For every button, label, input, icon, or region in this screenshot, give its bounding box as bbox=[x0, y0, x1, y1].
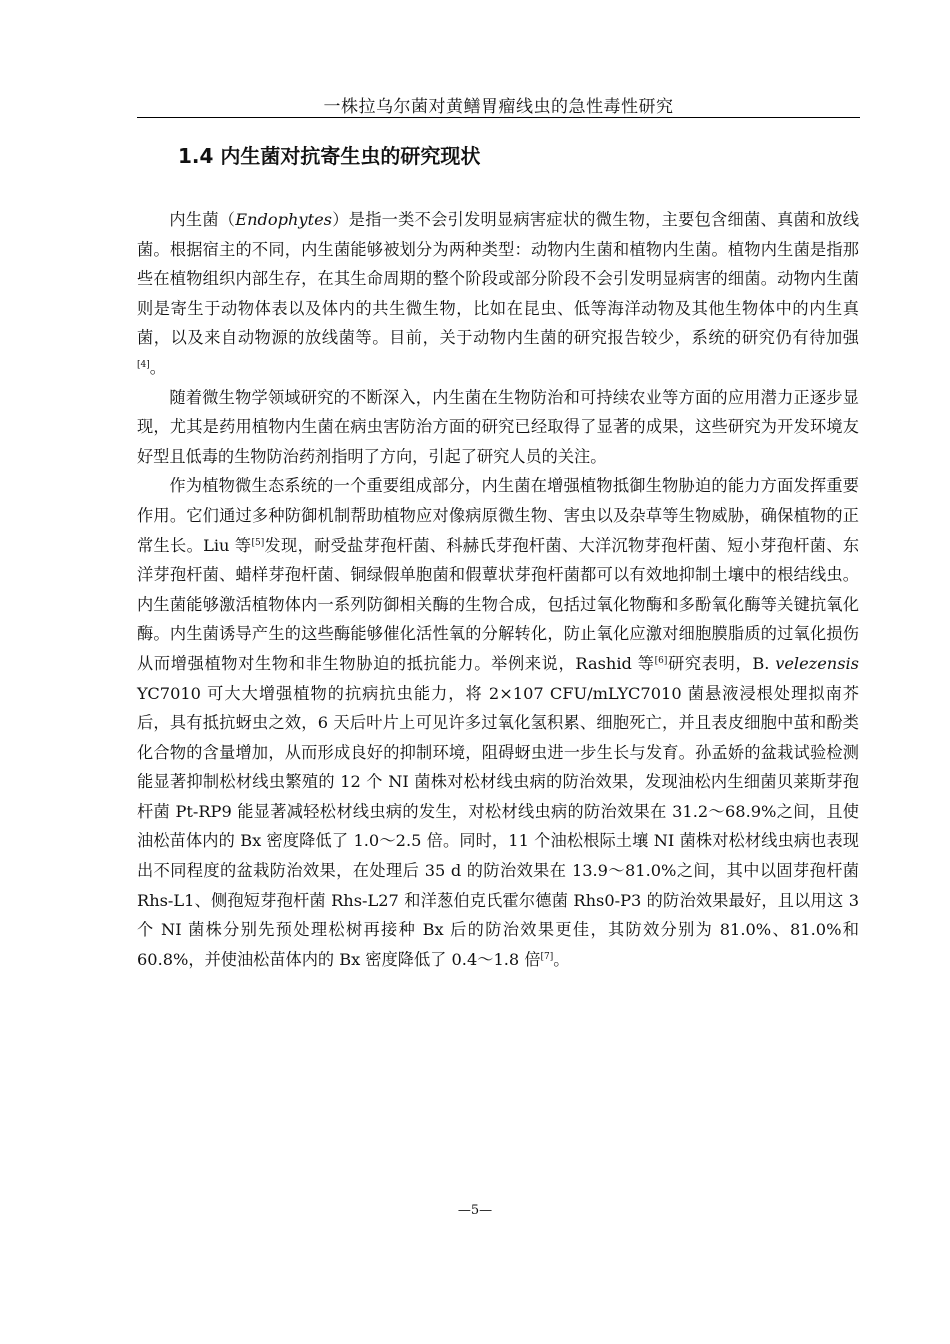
section-heading: 1.4 内生菌对抗寄生虫的研究现状 bbox=[178, 144, 481, 168]
citation-7: [7] bbox=[540, 951, 554, 962]
running-header: 一株拉乌尔菌对黄鳝胃瘤线虫的急性毒性研究 bbox=[323, 97, 674, 117]
paragraph-3-text-b: 发现，耐受盐芽孢杆菌、科赫氏芽孢杆菌、大洋沉物芽孢杆菌、短小芽孢杆菌、东洋芽孢杆菌、蜡样芽孢杆菌、铜绿假单胞菌和假蕈状芽孢杆菌都可以有效地抑制土壤中的根结线虫。内生菌能够激活植物体内一系列防御相关酶的生物合成，包括过氧化物酶和多酚氧化酶等关键抗氧化酶。内生菌诱导产生的这些酶能够催化活性氧的分解转化，防止氧化应激对细胞膜脂质的过氧化损伤从而增强植物对生物和非生物胁迫的抵抗能力。举例来说，Rashid 等 bbox=[137, 535, 860, 673]
citation-6: [6] bbox=[654, 655, 668, 666]
citation-5: [5] bbox=[251, 537, 265, 548]
page-number: —5— bbox=[457, 1203, 493, 1218]
paragraph-3-species-italic: velezensis bbox=[775, 653, 859, 673]
paragraph-1 bbox=[137, 205, 859, 383]
citation-4: [4] bbox=[137, 359, 150, 370]
paragraph-1-text-a: 内生菌（ bbox=[169, 210, 236, 229]
paragraph-1-term-italic: Endophytes bbox=[235, 210, 332, 229]
paragraph-3-text-e: 。 bbox=[553, 949, 570, 969]
body-text bbox=[137, 205, 859, 974]
paragraph-3-text-d: YC7010 可大大增强植物的抗病抗虫能力，将 2×107 CFU/mLYC7010 菌悬液浸根处理拟南芥后，具有抵抗蚜虫之效，6 天后叶片上可见许多过氧化氢积累、细胞死亡，并且表皮细胞中茧和酚类化合物的含量增加，从而形成良好的抑制环境，阻碍蚜虫进一步生长与发育。孙孟娇的盆栽试验检测能显著抑制松材线虫繁殖的 12 个 NI 菌株对松材线虫病的防治效果，发现油松内生细菌贝莱斯芽孢杆菌 Pt-RP9 能显著减轻松材线虫病的发生，对松材线虫病的防治效果在 31.2～68.9%之间，且使油松苗体内的 Bx 密度降低了 1.0～2.5 倍。同时，11 个油松根际土壤 NI 菌株对松材线虫病也表现出不同程度的盆栽防治效果，在处理后 35 d 的防治效果在 13.9～81.0%之间，其中以固芽孢杆菌 Rhs-L1、侧孢短芽孢杆菌 Rhs-L27 和洋葱伯克氏霍尔德菌 Rhs0-P3 的防治效果最好，且以用这 3 个 NI 菌株分别先预处理松树再接种 Bx 后的防治效果更佳，其防效分别为 81.0%、81.0%和 60.8%，并使油松苗体内的 Bx 密度降低了 0.4～1.8 倍 bbox=[137, 683, 859, 969]
paragraph-1-text-d: 。 bbox=[149, 357, 166, 377]
paragraph-1-text-c: ）是指一类不会引发明显病害症状的微生物，主要包含细菌、真菌和放线菌。根据宿主的不同，内生菌能够被划分为两种类型：动物内生菌和植物内生菌。植物内生菌是指那些在植物组织内部生存，在其生命周期的整个阶段或部分阶段不会引发明显病害的细菌。动物内生菌则是寄生于动物体表以及体内的共生微生物，比如在昆虫、低等海洋动物及其他生物体中的内生真菌，以及来自动物源的放线菌等。目前，关于动物内生菌的研究报告较少，系统的研究仍有待加强 bbox=[137, 210, 860, 348]
paragraph-3 bbox=[137, 471, 859, 974]
paragraph-3-text-a: 作为植物微生态系统的一个重要组成部分，内生菌在增强植物抵御生物胁迫的能力方面发挥重要作用。它们通过多种防御机制帮助植物应对像病原微生物、害虫以及杂草等生物威胁，确保植物的正常生长。Liu 等 bbox=[137, 476, 859, 555]
paragraph-3-text-c: 研究表明，B. bbox=[667, 653, 776, 673]
header-rule bbox=[137, 117, 860, 118]
paragraph-2: 随着微生物学领域研究的不断深入，内生菌在生物防治和可持续农业等方面的应用潜力正逐步显现，尤其是药用植物内生菌在病虫害防治方面的研究已经取得了显著的成果，这些研究为开发环境友好型且低毒的生物防治药剂指明了方向，引起了研究人员的关注。 bbox=[137, 387, 859, 466]
